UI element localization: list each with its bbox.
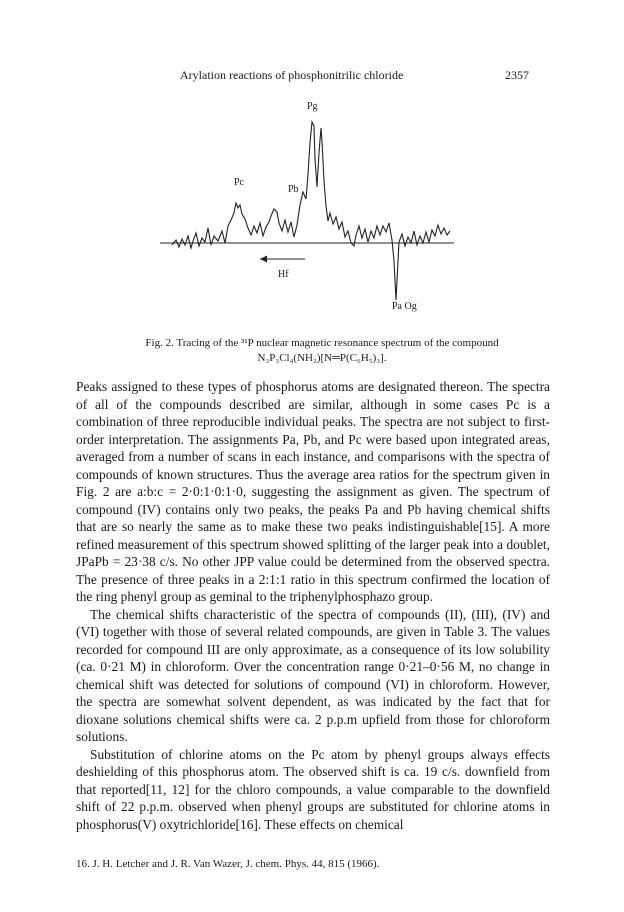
label-pb: Pb <box>288 184 299 195</box>
body-text <box>76 378 550 833</box>
page-number: 2357 <box>505 68 529 82</box>
label-pc: Pc <box>234 177 244 188</box>
nmr-spectrum-figure <box>150 95 500 325</box>
spectrum-trace <box>172 122 450 300</box>
arrow-head-icon <box>260 256 267 263</box>
label-hf: Hf <box>278 269 289 280</box>
caption-line-1: Fig. 2. Tracing of the ³¹P nuclear magnetic resonance spectrum of the compound <box>145 337 499 349</box>
caption-line-2: N₃P₃Cl₄(NH₂)[N═P(C₆H₅)₃]. <box>257 352 387 364</box>
paragraph-1: Peaks assigned to these types of phosphorus atoms are designated thereon. The spectra of all of the compounds described are similar, although in some cases Pc is a combination of three reproducible individual peaks. The spectra are not subject to first-order interpretation. The assignments Pa, Pb, and Pc were based upon integrated areas, averaged from a number of scans in each instance, and comparisons with the spectra of compounds of known structures. Thus the average area ratios for the spectrum given in Fig. 2 are a:b:c = 2·0:1·0:1·0, suggesting the assignment as given. The spectrum of compound (IV) contains only two peaks, the peaks Pa and Pb having chemical shifts that are so nearly the same as to make these two peaks indistinguishable[15]. A more refined measurement of this spectrum showed splitting of the larger peak into a doublet, JPaPb = 23·38 c/s. No other JPP value could be determined from the observed spectra. The presence of three peaks in a 2:1:1 ratio in this spectrum confirmed the location of the ring phenyl group as geminal to the triphenylphosphazo group. <box>76 379 550 604</box>
paragraph-2: The chemical shifts characteristic of the spectra of compounds (II), (III), (IV) and (VI) together with those of several related compounds, are given in Table 3. The values recorded for compound III are only approximate, as a consequence of its low solubility (ca. 0·21 M) in chloroform. Over the concentration range 0·21–0·56 M, no change in chemical shift was detected for solutions of compound (VI) in chloroform. However, the spectra are somewhat solvent dependent, as was indicated by the fact that for dioxane solutions chemical shifts were ca. 2 p.p.m upfield from those for chloroform solutions. <box>76 606 550 744</box>
footnote: 16. J. H. Letcher and J. R. Van Wazer, J. chem. Phys. 44, 815 (1966). <box>76 858 380 870</box>
running-title: Arylation reactions of phosphonitrilic chloride <box>180 68 404 82</box>
label-pa-og: Pa Og <box>392 301 417 312</box>
figure-caption <box>92 336 552 366</box>
paragraph-3: Substitution of chlorine atoms on the Pc atom by phenyl groups always effects deshielding of this phosphorus atom. The observed shift is ca. 19 c/s. downfield from that reported[11, 12] for the chloro compounds, a value comparable to the downfield shift of 22 p.p.m. observed when phenyl groups are substituted for chlorine atoms in phosphorus(V) oxytrichloride[16]. These effects on chemical <box>76 746 550 832</box>
label-pg: Pg <box>307 101 318 112</box>
